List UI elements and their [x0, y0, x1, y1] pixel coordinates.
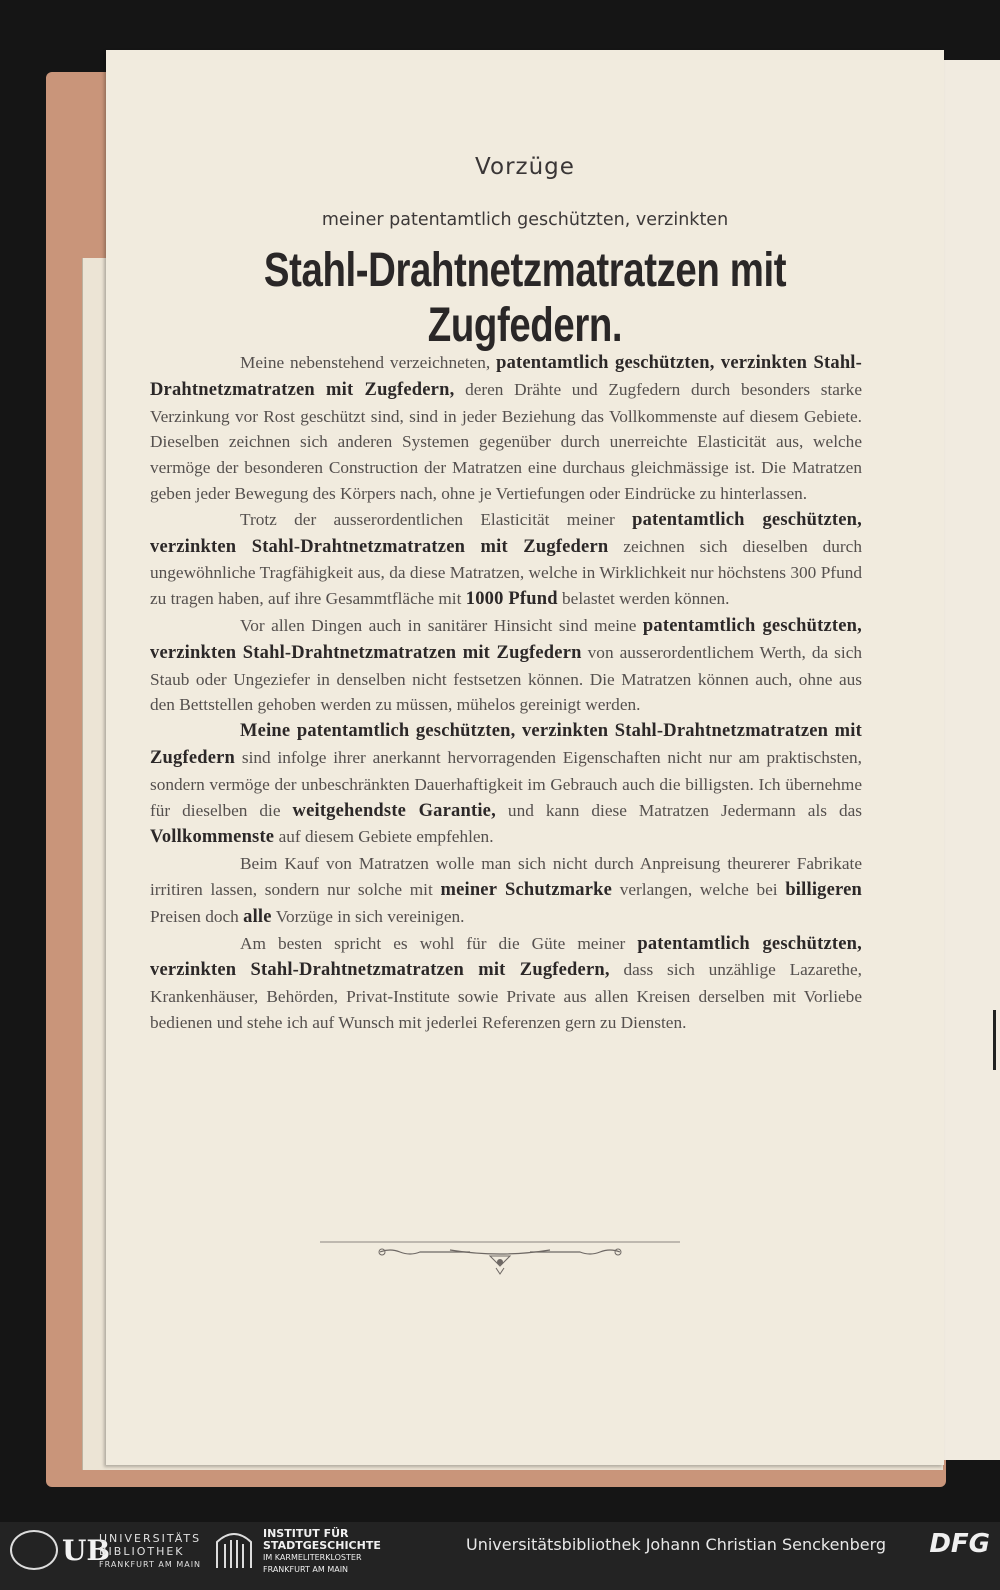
text-run: belastet werden können.: [562, 589, 730, 609]
text-run: Vor allen Dingen auch in sanitärer Hinsicht sind meine: [240, 615, 637, 635]
text-run: von ausserordentlichem Werth, da sich Staub oder Ungeziefer in denselben nicht festsetzen können. Die Matratzen können auch, ohne aus den Bettstellen gehoben werden zu müssen, mühelos gereinigt werden.: [150, 642, 863, 715]
text-run: auf diesem Gebiete empfehlen.: [278, 827, 494, 847]
ub-emblem-icon: [10, 1530, 58, 1570]
heading-main-title: Stahl-Drahtnetzmatratzen mit Zugfedern.: [263, 244, 787, 352]
text-run: deren Drähte und Zugfedern durch besonders starke Verzinkung vor Rost geschützt sind, sind in jeder Beziehung das Vollkommenste auf diesem Gebiete. Dieselben zeichnen sich anderen Systemen gegenüber durch unerreichte Elasticität aus, welche vermöge der besonderen Construction der Matratzen eine durchaus gleichmässige ist. Die Matratzen geben jeder Bewegung des Körpers nach, ohne je Vertiefungen oder Eindrücke zu hinterlassen.: [150, 379, 862, 503]
isg-line-2: STADTGESCHICHTE: [263, 1539, 381, 1552]
paragraph-6: [150, 931, 862, 1036]
paragraph-3: [150, 613, 862, 718]
text-run: und kann diese Matratzen Jedermann als das: [507, 800, 863, 820]
ub-logo-text: UB: [62, 1533, 111, 1567]
heading-subtitle: meiner patentamtlich geschützten, verzinkten: [321, 210, 729, 230]
footer-bar: [0, 1522, 1000, 1590]
bold-run: patentamtlich geschützten, verzinkten Stahl-Drahtnetzmatratzen mit Zugfedern: [150, 509, 862, 557]
text-run: dass sich unzählige Lazarethe, Krankenhäuser, Behörden, Privat-Institute sowie Private aus allen Kreisen derselben mit Vorliebe bedienen und stehe ich auf Wunsch mit jederlei Referenzen gern zu Diensten.: [150, 960, 862, 1032]
isg-line-3: IM KARMELITERKLOSTER: [263, 1553, 362, 1562]
paragraph-5: [150, 851, 862, 930]
facing-page: [940, 60, 1000, 1460]
facing-page-fragment: [993, 1010, 1000, 1070]
bold-run: alle: [243, 906, 272, 927]
isg-line-4: FRANKFURT AM MAIN: [263, 1565, 349, 1574]
bold-run: patentamtlich geschützten, verzinkten Stahl-Drahtnetzmatratzen mit Zugfedern: [150, 615, 862, 663]
ub-line-3: FRANKFURT AM MAIN: [99, 1560, 202, 1569]
bold-run: Meine patentamtlich geschützten, verzinkten Stahl-Drahtnetzmatratzen mit Zugfedern: [150, 721, 862, 768]
library-name: Universitätsbibliothek Johann Christian Senckenberg: [466, 1535, 887, 1554]
bold-run: 1000 Pfund: [465, 589, 558, 610]
isg-wordmark: [263, 1528, 381, 1576]
ornament-divider-icon: [320, 1240, 680, 1280]
bold-run: weitgehendste Garantie,: [292, 800, 496, 821]
ub-line-2: BIBLIOTHEK: [99, 1545, 185, 1558]
document-page: [106, 50, 944, 1465]
text-run: Am besten spricht es wohl für die Güte meiner: [240, 933, 626, 953]
ub-line-1: UNIVERSITÄTS: [99, 1532, 202, 1545]
paragraph-2: [150, 507, 862, 613]
ub-logo: [10, 1530, 110, 1570]
bold-run: patentamtlich geschützten, verzinkten Stahl-Drahtnetzmatratzen mit Zugfedern,: [150, 353, 863, 400]
bold-run: Vollkommenste: [150, 827, 275, 848]
text-run: Beim Kauf von Matratzen wolle man sich nicht durch Anpreisung theurerer Fabrikate irritiren lassen, sondern nur solche mit: [150, 854, 862, 899]
text-run: sind infolge ihrer anerkannt hervorragenden Eigenschaften nicht nur am praktischsten, sondern vermöge der unbeschränkten Dauerhaftigkeit im Gebrauch auch die billigsten. Ich übernehme für dieselben die: [150, 747, 862, 820]
heading-vorzuege: Vorzüge: [475, 154, 575, 180]
bold-run: billigeren: [785, 879, 862, 900]
text-run: Preisen doch: [150, 906, 239, 926]
ub-wordmark: [99, 1532, 201, 1571]
text-run: Trotz der ausserordentlichen Elasticität meiner: [240, 509, 615, 529]
text-run: zeichnen sich dieselben durch ungewöhnliche Tragfähigkeit aus, da diese Matratzen, welche in Wirklichkeit nur höchstens 300 Pfund zu tragen haben, auf ihre Gesammtfläche mit: [150, 536, 862, 609]
body-text: [150, 350, 862, 1036]
isg-line-1: INSTITUT FÜR: [263, 1527, 349, 1540]
paragraph-4: [150, 718, 862, 851]
text-run: Vorzüge in sich vereinigen.: [275, 906, 465, 926]
paragraph-1: [150, 350, 862, 507]
text-run: verlangen, welche bei: [619, 879, 778, 899]
bold-run: patentamtlich geschützten, verzinkten Stahl-Drahtnetzmatratzen mit Zugfedern,: [150, 933, 862, 981]
isg-columns-icon: [213, 1530, 255, 1570]
bold-run: meiner Schutzmarke: [440, 879, 613, 900]
text-run: Meine nebenstehend verzeichneten,: [240, 353, 491, 372]
dfg-logo: DFG: [929, 1529, 990, 1559]
